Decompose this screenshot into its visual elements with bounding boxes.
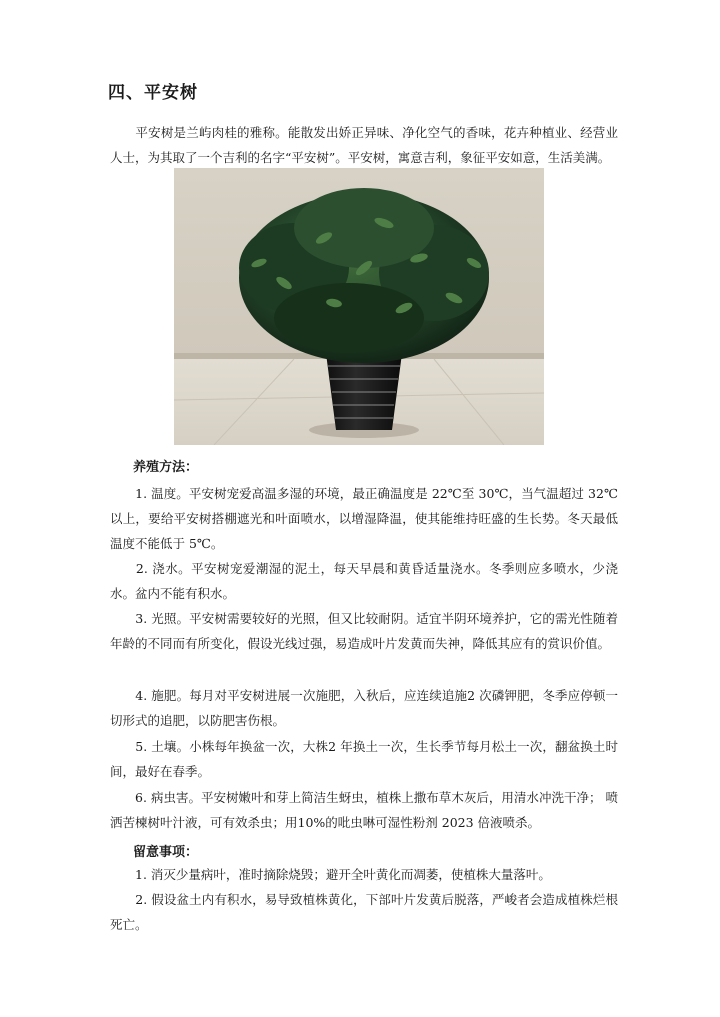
care-item-3: 3. 光照。平安树需要较好的光照，但又比较耐阴。适宜半阴环境养护，它的需光性随着年龄的不同而有所变化，假设光线过强，易造成叶片发黄而失神，降低其应有的赏识价值。 [110,611,618,651]
care-item-4: 4. 施肥。每月对平安树进展一次施肥，入秋后，应连续追施2 次磷钾肥，冬季应停顿一切形式的追肥，以防肥害伤根。 [110,688,618,728]
potted-plant-photo [174,168,544,445]
notes-heading: 留意事项： [133,845,199,860]
care-item-2: 2. 浇水。平安树宠爱潮湿的泥土，每天早晨和黄昏适量浇水。冬季则应多喷水，少浇水。盆内不能有积水。 [110,561,618,601]
section-title: 四、平安树 [108,83,198,103]
care-item-1: 1. 温度。平安树宠爱高温多湿的环境，最正确温度是 22℃至 30℃，当气温超过 32℃以上，要给平安树搭棚遮光和叶面喷水，以增湿降温，使其能维持旺盛的生长势。冬天最低温度不能低于 5℃。 [110,486,618,551]
care-heading: 养殖方法： [133,460,199,475]
care-item-5: 5. 土壤。小株每年换盆一次，大株2 年换土一次，生长季节每月松土一次，翻盆换土时间，最好在春季。 [110,739,618,779]
care-item-6: 6. 病虫害。平安树嫩叶和芽上简洁生蚜虫，植株上撒布草木灰后，用清水冲洗干净； 喷洒苦楝树叶汁液，可有效杀虫；用10%的吡虫啉可湿性粉剂 2023 倍液喷杀。 [110,790,618,830]
notes-item-2: 2. 假设盆土内有积水，易导致植株黄化，下部叶片发黄后脱落，严峻者会造成植株烂根死亡。 [110,892,618,932]
intro-paragraph: 平安树是兰屿肉桂的雅称。能散发出娇正异味、净化空气的香味，花卉种植业、经营业 人士，为其取了一个吉利的名字“平安树”。平安树，寓意吉利，象征平安如意，生活美满。 [110,125,618,165]
notes-item-1: 1. 消灭少量病叶，准时摘除烧毁；避开全叶黄化而凋萎，使植株大量落叶。 [110,867,551,882]
